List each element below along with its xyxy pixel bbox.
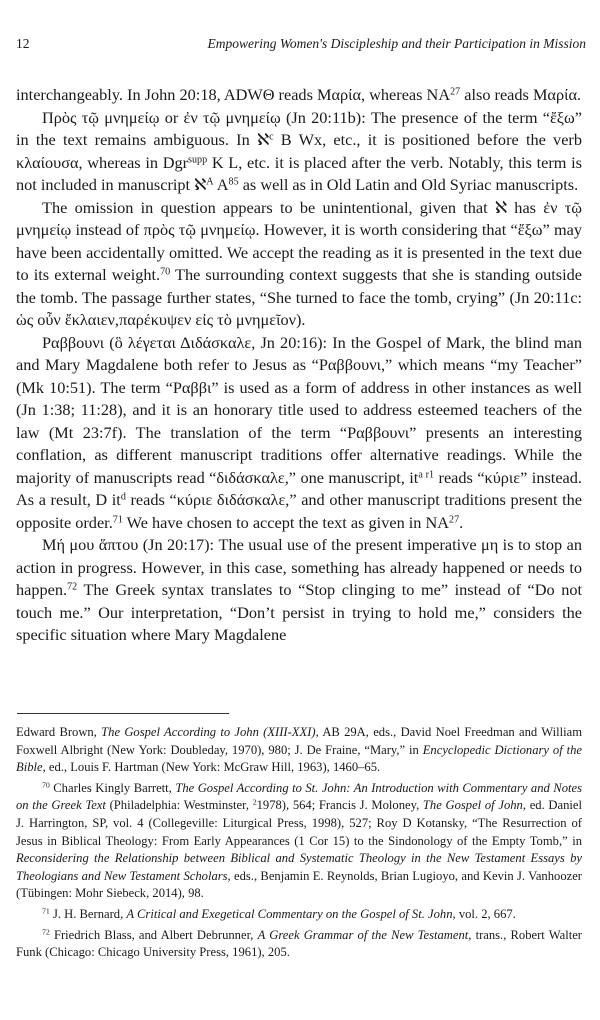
page-number: 12 — [16, 36, 30, 51]
body-text — [16, 84, 582, 647]
footnote-71: $^{71}$ J. H. Bernard, A Critical and Exegetical Commentary on the Gospel of St. John, vol. 2, 667. — [42, 906, 516, 921]
paragraph-3: The omission in question appears to be unintentional, given that ℵ has ἐν τῷ μνημείῳ instead of πρὸς τῷ μνημείῳ. However, it is worth considering that “ἔξω” may have been accidentally omitted. We accept the reading as it is presented in the text due to its external weight.$^{70}$ The surrounding context suggests that she is standing outside the tomb. The passage further states, “She turned to face the tomb, crying” (Jn 20:11c: ὡς οὖν ἔκλαιεν,παρέκυψεν εἰς τὸ μνημεῖον). — [16, 197, 582, 329]
paragraph-5: Μή μου ἅπτου (Jn 20:17): The usual use of the present imperative μη is to stop an action in progress. However, in this case, something has already happened or needs to happen.$^{72}$ The Greek syntax translates to “Stop clinging to me” instead of “Do not touch me.” Our interpretation, “Don’t persist in trying to hold me,” considers the specific situation where Mary Magdalene — [16, 535, 582, 644]
footnote-continued: Edward Brown, The Gospel According to John (XIII-XXI), AB 29A, eds., David Noel Freedman and William Foxwell Albright (New York: Doubleday, 1970), 980; J. De Fraine, “Mary,” in Encyclopedic Dictionary of the Bible, ed., Louis F. Hartman (New York: McGraw Hill, 1963), 1460–65. — [16, 725, 583, 775]
footnote-70: $^{70}$ Charles Kingly Barrett, The Gospel According to St. John: An Introduction with Commentary and Notes on the Greek Text (Philadelphia: Westminster, $^2$1978), 564; Francis J. Moloney, The Gospel of John, ed. Daniel J. Harrington, SP, vol. 4 (Collegeville: Liturgical Press, 1998), 527; Roy D Kotansky, “The Resurrection of Jesus in Biblical Theology: From Early Appearances (1 Cor 15) to the Sindonology of the Empty Tomb,” in Reconsidering the Relationship between Biblical and Systematic Theology in the New Testament Essays by Theologians and New Testament Scholars, eds., Benjamin E. Reynolds, Brian Lugioyo, and Kevin J. Vanhoozer (Tübingen: Mohr Siebeck, 2014), 98. — [16, 780, 583, 901]
footnote-number: 71 — [42, 906, 50, 916]
paragraph-1: interchangeably. In John 20:18, ADWΘ reads Μαρία, whereas NA$^{27}$ also reads Μαρία. — [16, 85, 582, 104]
footnote-number: 70 — [42, 780, 50, 790]
footnote-ref-72[interactable]: 72 — [67, 581, 78, 593]
footnotes — [16, 724, 582, 962]
footnote-ref-71[interactable]: 71 — [112, 513, 123, 525]
running-header — [16, 36, 586, 52]
paragraph-2: Πρὸς τῷ μνημείῳ or ἐν τῷ μνημείῳ (Jn 20:11b): The presence of the term “ἔξω” in the text remains ambiguous. In ℵ$^c$ B Wx, etc., it is positioned before the verb κλαίουσα, whereas in Dgr$^{supp}$ K L, etc. it is placed after the verb. Notably, this term is not included in manuscript ℵ$^A$ $A^{85}$ as well as in Old Latin and Old Syriac manuscripts. — [16, 107, 582, 194]
running-title: Empowering Women's Discipleship and their Participation in Mission — [207, 36, 586, 51]
footnote-divider — [17, 713, 229, 714]
footnote-72: $^{72}$ Friedrich Blass, and Albert Debrunner, A Greek Grammar of the New Testament, trans., Robert Walter Funk (Chicago: Chicago University Press, 1961), 205. — [16, 927, 582, 960]
footnote-number: 72 — [42, 927, 50, 937]
footnote-ref-70[interactable]: 70 — [160, 266, 171, 278]
paragraph-4: Ραββουνι (ὃ λέγεται Διδάσκαλε, Jn 20:16): In the Gospel of Mark, the blind man and Mary Magdalene both refer to Jesus as “Ραββουνι,” which means “my Teacher” (Mk 10:51). The term “Ραββι” is used as a form of address in other instances as well (Jn 1:38; 11:28), and it is an honorary title used to address esteemed teachers of the law (Mt 23:7f). The translation of the term “Ραββουνι” presents an interesting conflation, as different manuscript traditions offer alternative readings. While the majority of manuscripts read “διδάσκαλε,” one manuscript, $it^{a r1}$ reads “κύριε” instead. As a result, D $it^d$ reads “κύριε διδάσκαλε,” and other manuscript traditions present the opposite order.$^{71}$ We have chosen to accept the text as given in NA$^{27}$. — [16, 332, 582, 532]
